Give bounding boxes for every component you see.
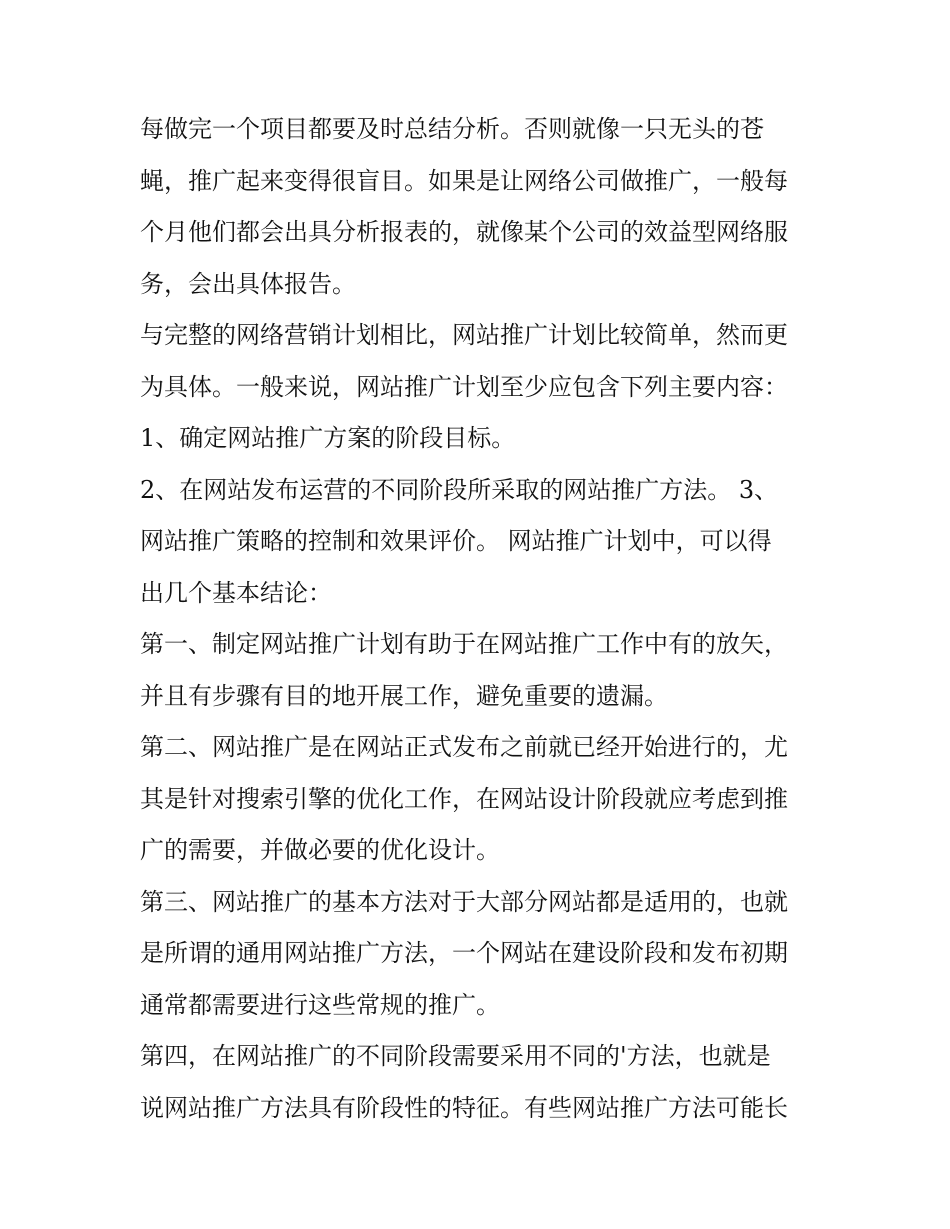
text-line: 说网站推广方法具有阶段性的特征。有些网站推广方法可能长	[140, 1093, 788, 1122]
text-line: 1、确定网站推广方案的阶段目标。	[140, 424, 516, 452]
text-line: 网站推广策略的控制和效果评价。 网站推广计划中，可以得	[140, 527, 772, 555]
document-body	[140, 104, 820, 1134]
text-line: 通常都需要进行这些常规的推广。	[140, 990, 500, 1019]
text-line: 务，会出具体报告。	[140, 269, 356, 298]
text-line: 广的需要，并做必要的优化设计。	[140, 836, 500, 864]
text-line: 与完整的网络营销计划相比，网站推广计划比较简单，然而更	[140, 321, 788, 349]
text-line: 出几个基本结论：	[140, 578, 332, 607]
text-line: 为具体。一般来说，网站推广计划至少应包含下列主要内容：	[140, 372, 788, 401]
text-line: 2、在网站发布运营的不同阶段所采取的网站推广方法。 3、	[140, 475, 779, 504]
text-line: 个月他们都会出具分析报表的，就像某个公司的效益型网络服	[140, 218, 788, 246]
text-line: 蝇，推广起来变得很盲目。如果是让网络公司做推广，一般每	[140, 166, 788, 195]
text-line: 第四，在网站推广的不同阶段需要采用不同的'方法，也就是	[140, 1042, 771, 1070]
text-line: 是所谓的通用网站推广方法，一个网站在建设阶段和发布初期	[140, 939, 788, 967]
text-line: 第二、网站推广是在网站正式发布之前就已经开始进行的，尤	[140, 733, 788, 761]
text-line: 每做完一个项目都要及时总结分析。否则就像一只无头的苍	[140, 115, 764, 143]
text-line: 其是针对搜索引擎的优化工作，在网站设计阶段就应考虑到推	[140, 784, 788, 813]
text-line: 并且有步骤有目的地开展工作，避免重要的遗漏。	[140, 681, 668, 710]
text-line: 第一、制定网站推广计划有助于在网站推广工作中有的放矢，	[140, 630, 788, 658]
text-line: 第三、网站推广的基本方法对于大部分网站都是适用的，也就	[140, 887, 788, 916]
